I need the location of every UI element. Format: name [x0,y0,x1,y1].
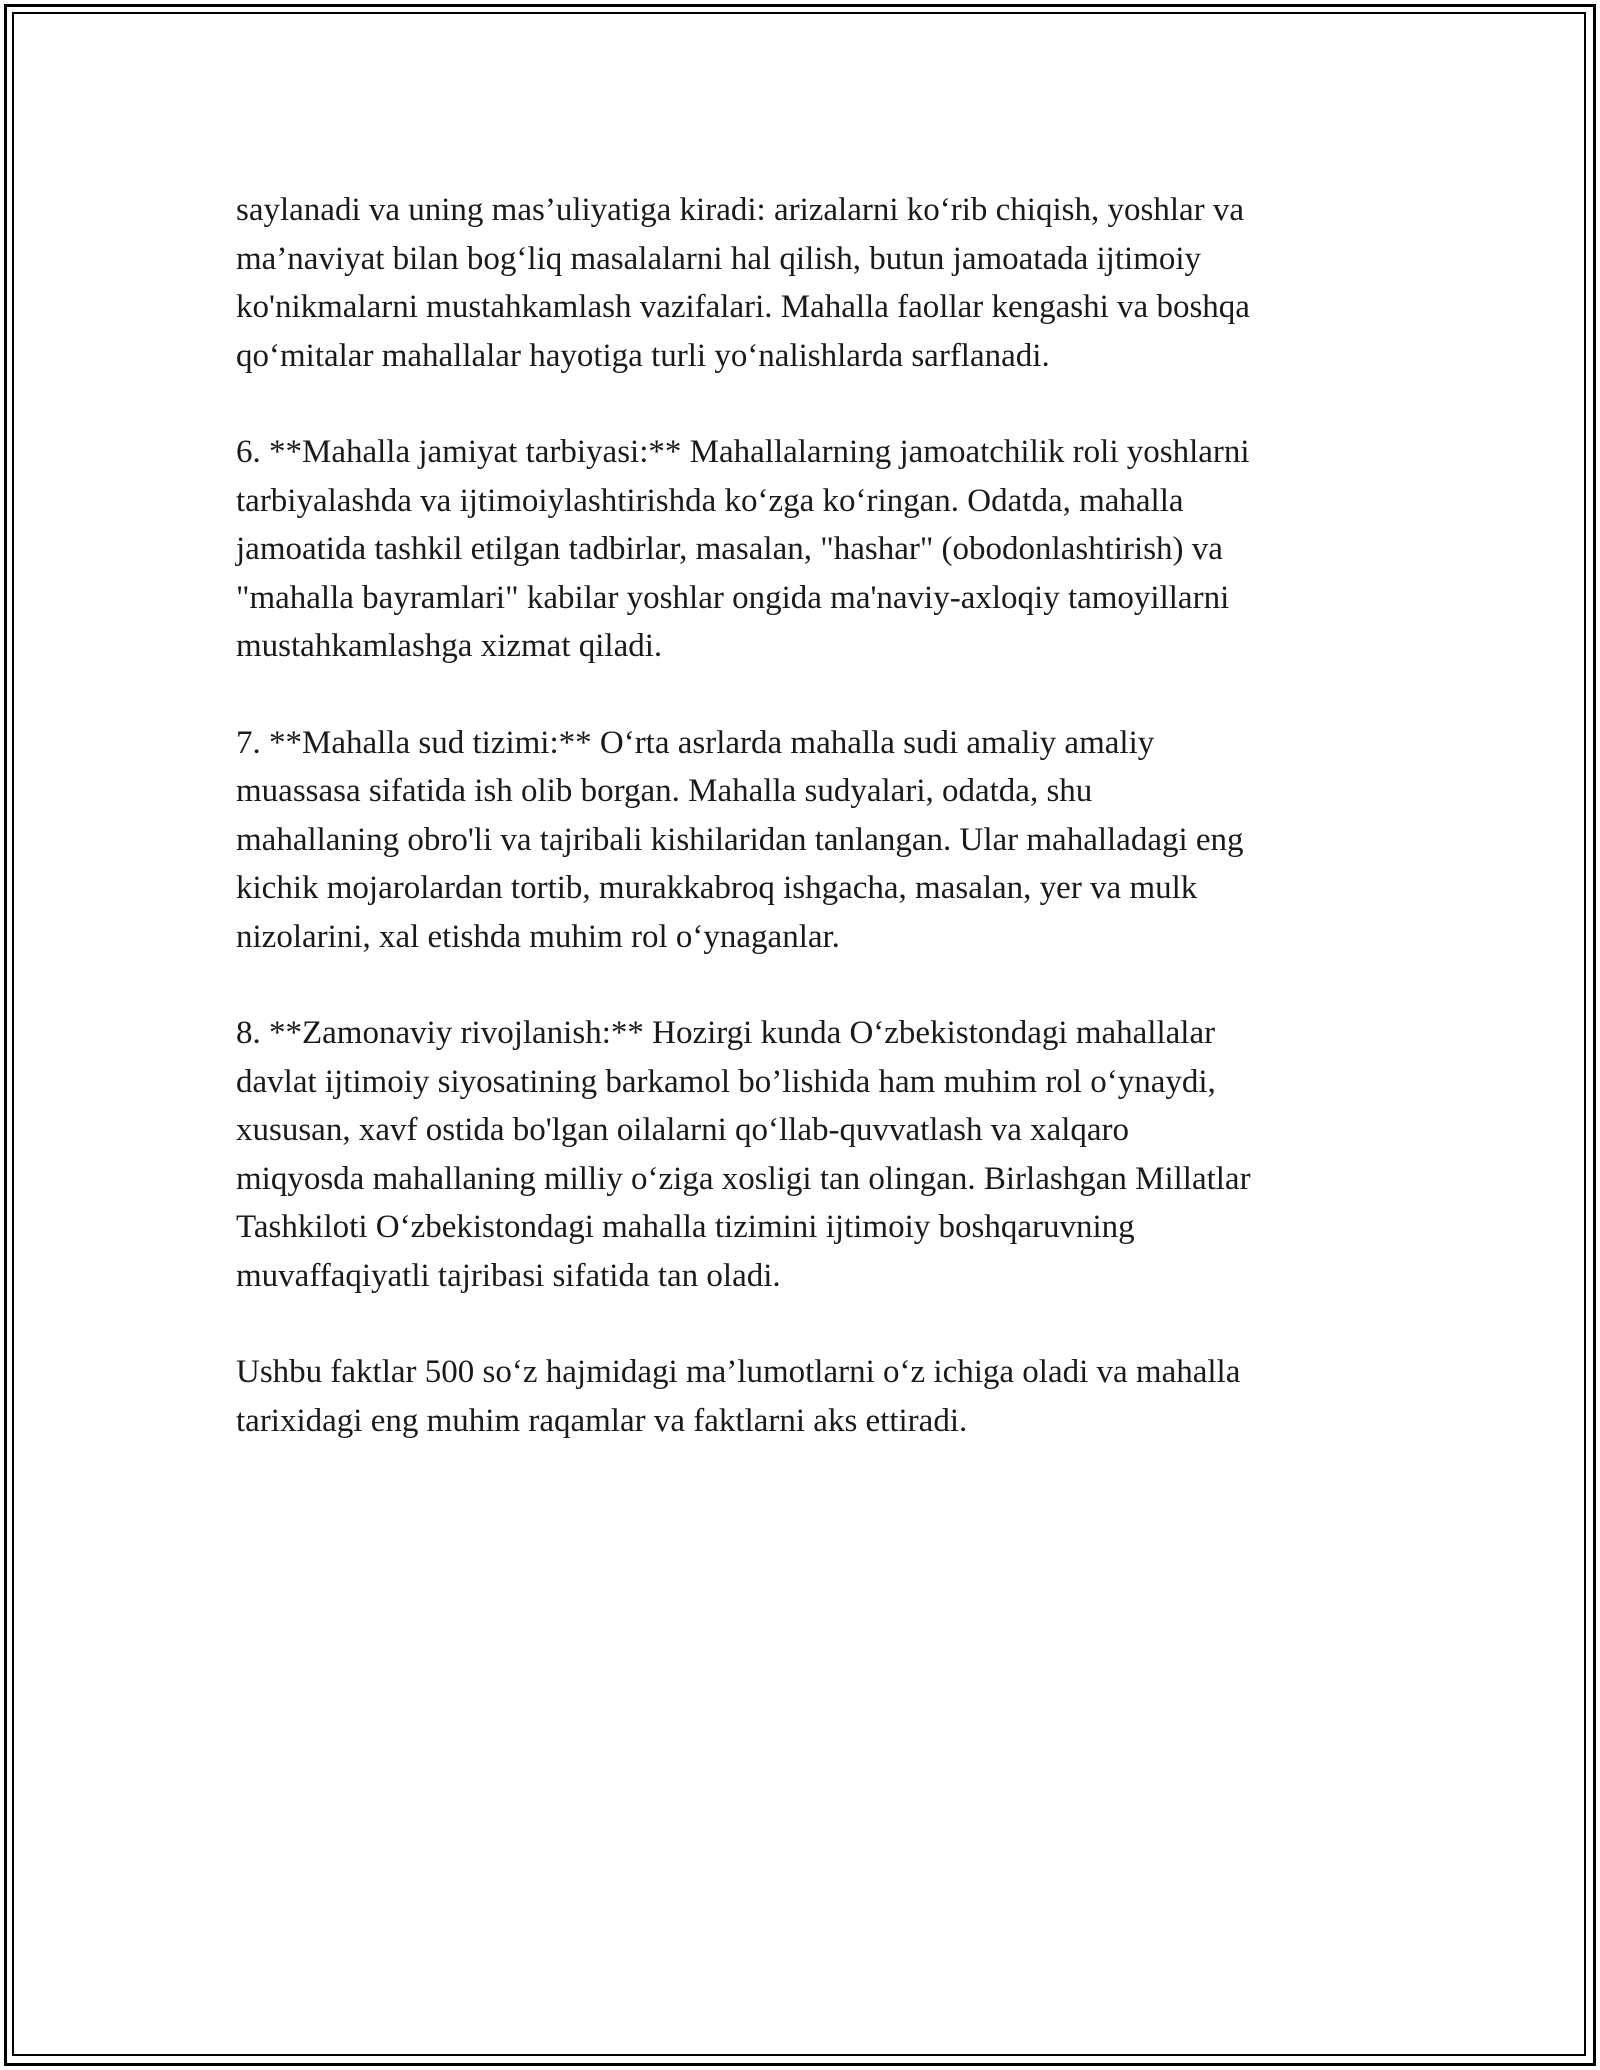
paragraph-intro: saylanadi va uning mas’uliyatiga kiradi: arizalarni ko‘rib chiqish, yoshlar va ma’naviyat bilan bog‘liq masalalarni hal qilish, butun jamoatada ijtimoiy ko'nikmalarni mustahkamlash vazifalari. Mahalla faollar kengashi va boshqa qo‘mitalar mahallalar hayotiga turli yo‘nalishlarda sarflanadi. [236,192,1250,374]
paragraph-8-modern-development: 8. **Zamonaviy rivojlanish:** Hozirgi kunda O‘zbekistondagi mahallalar davlat ijtimoiy siyosatining barkamol bo’lishida ham muhim rol o‘ynaydi, xususan, xavf ostida bo'lgan oilalarni qo‘llab-quvvatlash va xalqaro miqyosda mahallaning milliy o‘ziga xosligi tan olingan. Birlashgan Millatlar Tashkiloti O‘zbekistondagi mahalla tizimini ijtimoiy boshqaruvning muvaffaqiyatli tajribasi sifatida tan oladi. [236,1015,1251,1294]
paragraph-7-court-system: 7. **Mahalla sud tizimi:** O‘rta asrlarda mahalla sudi amaliy amaliy muassasa sifatida ish olib borgan. Mahalla sudyalari, odatda, shu mahallaning obro'li va tajribali kishilaridan tanlangan. Ular mahalladagi eng kichik mojarolardan tortib, murakkabroq ishgacha, masalan, yer va mulk nizolarini, xal etishda muhim rol o‘ynaganlar. [236,724,1244,955]
paragraph-6-community-upbringing: 6. **Mahalla jamiyat tarbiyasi:** Mahallalarning jamoatchilik roli yoshlarni tarbiyalashda va ijtimoiylashtirishda ko‘zga ko‘ringan. Odatda, mahalla jamoatida tashkil etilgan tadbirlar, masalan, "hashar" (obodonlashtirish) va "mahalla bayramlari" kabilar yoshlar ongida ma'naviy-axloqiy tamoyillarni mustahkamlashga xizmat qiladi. [236,434,1250,664]
document-body [236,186,1370,1493]
paragraph-conclusion: Ushbu faktlar 500 so‘z hajmidagi ma’lumotlarni o‘z ichiga oladi va mahalla tarixidagi eng muhim raqamlar va faktlarni aks ettiradi. [236,1354,1241,1439]
